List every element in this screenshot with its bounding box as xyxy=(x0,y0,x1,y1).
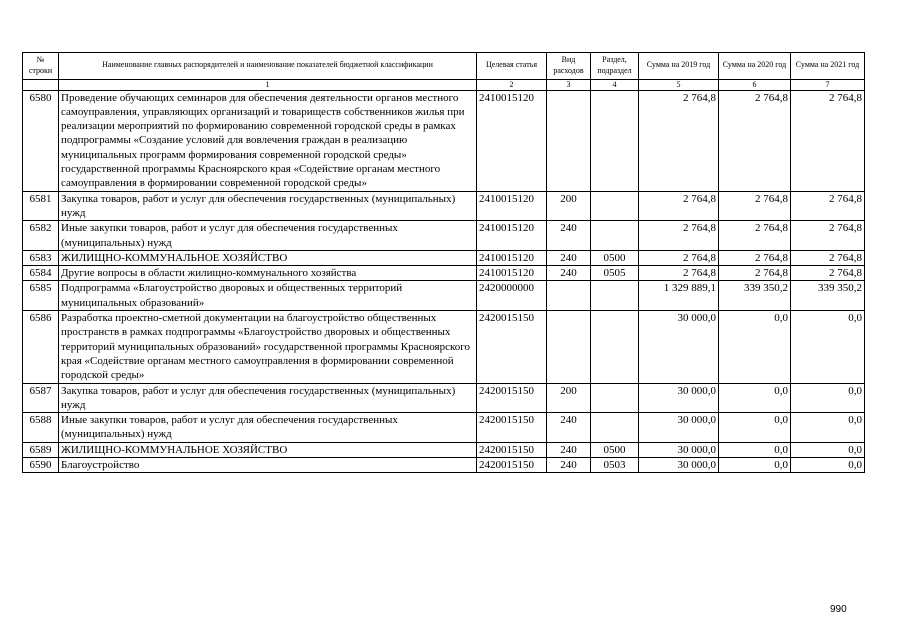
row-sum-2021-cell: 2 764,8 xyxy=(791,191,865,221)
row-section-cell xyxy=(591,383,639,413)
budget-table xyxy=(22,52,865,473)
row-sum-2019-cell: 2 764,8 xyxy=(639,266,719,281)
column-index: 4 xyxy=(591,79,639,90)
row-sum-2020-cell: 2 764,8 xyxy=(719,250,791,265)
header-sum-2020: Сумма на 2020 год xyxy=(719,53,791,80)
row-sum-2020-cell: 2 764,8 xyxy=(719,221,791,251)
row-sum-2019-cell: 2 764,8 xyxy=(639,221,719,251)
row-target-cell: 2420015150 xyxy=(477,442,547,457)
row-target-cell: 2410015120 xyxy=(477,90,547,191)
row-name-cell: Другие вопросы в области жилищно-коммунального хозяйства xyxy=(59,266,477,281)
row-number-cell: 6581 xyxy=(23,191,59,221)
table-row xyxy=(23,413,865,443)
row-section-cell: 0500 xyxy=(591,250,639,265)
table-row xyxy=(23,250,865,265)
row-number-cell: 6584 xyxy=(23,266,59,281)
row-sum-2021-cell: 2 764,8 xyxy=(791,221,865,251)
row-sum-2020-cell: 0,0 xyxy=(719,458,791,473)
row-expense-type-cell: 200 xyxy=(547,383,591,413)
row-sum-2019-cell: 30 000,0 xyxy=(639,458,719,473)
row-sum-2021-cell: 0,0 xyxy=(791,458,865,473)
table-row xyxy=(23,266,865,281)
row-target-cell: 2420000000 xyxy=(477,281,547,311)
table-row xyxy=(23,281,865,311)
row-sum-2021-cell: 339 350,2 xyxy=(791,281,865,311)
row-sum-2021-cell: 0,0 xyxy=(791,383,865,413)
row-target-cell: 2410015120 xyxy=(477,266,547,281)
row-target-cell: 2420015150 xyxy=(477,458,547,473)
table-header xyxy=(23,53,865,91)
row-target-cell: 2420015150 xyxy=(477,383,547,413)
column-index: 5 xyxy=(639,79,719,90)
row-name-cell: Закупка товаров, работ и услуг для обеспечения государственных (муниципальных) нужд xyxy=(59,191,477,221)
row-expense-type-cell: 240 xyxy=(547,266,591,281)
row-expense-type-cell xyxy=(547,90,591,191)
row-section-cell xyxy=(591,90,639,191)
column-index: 2 xyxy=(477,79,547,90)
row-sum-2021-cell: 0,0 xyxy=(791,442,865,457)
row-section-cell xyxy=(591,191,639,221)
row-sum-2020-cell: 2 764,8 xyxy=(719,266,791,281)
header-expense-type: Вид расходов xyxy=(547,53,591,80)
row-expense-type-cell xyxy=(547,311,591,383)
column-index: 1 xyxy=(59,79,477,90)
row-expense-type-cell: 200 xyxy=(547,191,591,221)
header-sum-2021: Сумма на 2021 год xyxy=(791,53,865,80)
row-target-cell: 2420015150 xyxy=(477,311,547,383)
header-target-article: Целевая статья xyxy=(477,53,547,80)
header-row-number: № строки xyxy=(23,53,59,80)
row-section-cell: 0500 xyxy=(591,442,639,457)
row-sum-2021-cell: 2 764,8 xyxy=(791,250,865,265)
row-target-cell: 2410015120 xyxy=(477,191,547,221)
row-number-cell: 6588 xyxy=(23,413,59,443)
page-number: 990 xyxy=(830,604,847,615)
table-row xyxy=(23,311,865,383)
row-expense-type-cell xyxy=(547,281,591,311)
row-section-cell: 0503 xyxy=(591,458,639,473)
row-expense-type-cell: 240 xyxy=(547,458,591,473)
row-sum-2021-cell: 2 764,8 xyxy=(791,266,865,281)
row-name-cell: Благоустройство xyxy=(59,458,477,473)
row-section-cell: 0505 xyxy=(591,266,639,281)
row-sum-2021-cell: 0,0 xyxy=(791,311,865,383)
column-index xyxy=(23,79,59,90)
table-row xyxy=(23,191,865,221)
header-sum-2019: Сумма на 2019 год xyxy=(639,53,719,80)
row-number-cell: 6586 xyxy=(23,311,59,383)
row-number-cell: 6585 xyxy=(23,281,59,311)
row-sum-2019-cell: 1 329 889,1 xyxy=(639,281,719,311)
row-sum-2020-cell: 339 350,2 xyxy=(719,281,791,311)
header-section: Раздел, подраздел xyxy=(591,53,639,80)
column-index: 3 xyxy=(547,79,591,90)
row-sum-2020-cell: 0,0 xyxy=(719,311,791,383)
row-expense-type-cell: 240 xyxy=(547,221,591,251)
row-expense-type-cell: 240 xyxy=(547,250,591,265)
row-sum-2020-cell: 0,0 xyxy=(719,413,791,443)
row-sum-2019-cell: 30 000,0 xyxy=(639,383,719,413)
row-section-cell xyxy=(591,281,639,311)
row-sum-2019-cell: 30 000,0 xyxy=(639,442,719,457)
row-name-cell: ЖИЛИЩНО-КОММУНАЛЬНОЕ ХОЗЯЙСТВО xyxy=(59,442,477,457)
row-name-cell: ЖИЛИЩНО-КОММУНАЛЬНОЕ ХОЗЯЙСТВО xyxy=(59,250,477,265)
column-index-row xyxy=(23,79,865,90)
row-section-cell xyxy=(591,413,639,443)
row-sum-2021-cell: 2 764,8 xyxy=(791,90,865,191)
row-target-cell: 2420015150 xyxy=(477,413,547,443)
row-expense-type-cell: 240 xyxy=(547,442,591,457)
row-name-cell: Подпрограмма «Благоустройство дворовых и общественных территорий муниципальных образований» xyxy=(59,281,477,311)
row-sum-2020-cell: 2 764,8 xyxy=(719,90,791,191)
row-target-cell: 2410015120 xyxy=(477,221,547,251)
row-sum-2019-cell: 2 764,8 xyxy=(639,250,719,265)
table-row xyxy=(23,458,865,473)
row-number-cell: 6589 xyxy=(23,442,59,457)
column-index: 6 xyxy=(719,79,791,90)
row-section-cell xyxy=(591,221,639,251)
row-expense-type-cell: 240 xyxy=(547,413,591,443)
row-sum-2020-cell: 2 764,8 xyxy=(719,191,791,221)
row-target-cell: 2410015120 xyxy=(477,250,547,265)
row-number-cell: 6587 xyxy=(23,383,59,413)
row-number-cell: 6582 xyxy=(23,221,59,251)
row-number-cell: 6583 xyxy=(23,250,59,265)
table-row xyxy=(23,90,865,191)
row-sum-2019-cell: 30 000,0 xyxy=(639,413,719,443)
row-name-cell: Проведение обучающих семинаров для обеспечения деятельности органов местного самоуправления, управляющих организаций и товариществ собственников жилья при реализации мероприятий по формированию современной городской среды в рамках подпрограммы «Создание условий для вовлечения граждан в реализацию муниципальных программ формирования современной городской среды» государственной программы Красноярского края «Содействие органам местного самоуправления в формировании современной городской среды» xyxy=(59,90,477,191)
row-sum-2021-cell: 0,0 xyxy=(791,413,865,443)
row-number-cell: 6580 xyxy=(23,90,59,191)
row-sum-2019-cell: 30 000,0 xyxy=(639,311,719,383)
row-number-cell: 6590 xyxy=(23,458,59,473)
row-sum-2020-cell: 0,0 xyxy=(719,383,791,413)
column-index: 7 xyxy=(791,79,865,90)
table-row xyxy=(23,221,865,251)
header-name: Наименование главных распорядителей и наименование показателей бюджетной классификации xyxy=(59,53,477,80)
table-row xyxy=(23,383,865,413)
table-row xyxy=(23,442,865,457)
row-sum-2019-cell: 2 764,8 xyxy=(639,90,719,191)
row-name-cell: Закупка товаров, работ и услуг для обеспечения государственных (муниципальных) нужд xyxy=(59,383,477,413)
row-name-cell: Иные закупки товаров, работ и услуг для обеспечения государственных (муниципальных) нужд xyxy=(59,221,477,251)
header-row xyxy=(23,53,865,80)
row-name-cell: Иные закупки товаров, работ и услуг для обеспечения государственных (муниципальных) нужд xyxy=(59,413,477,443)
row-name-cell: Разработка проектно-сметной документации на благоустройство общественных пространств в рамках подпрограммы «Благоустройство дворовых и общественных территорий муниципальных образований» государственной программы Красноярского края «Содействие органам местного самоуправления в формировании современной городской среды» xyxy=(59,311,477,383)
row-sum-2019-cell: 2 764,8 xyxy=(639,191,719,221)
table-body xyxy=(23,90,865,473)
row-sum-2020-cell: 0,0 xyxy=(719,442,791,457)
row-section-cell xyxy=(591,311,639,383)
